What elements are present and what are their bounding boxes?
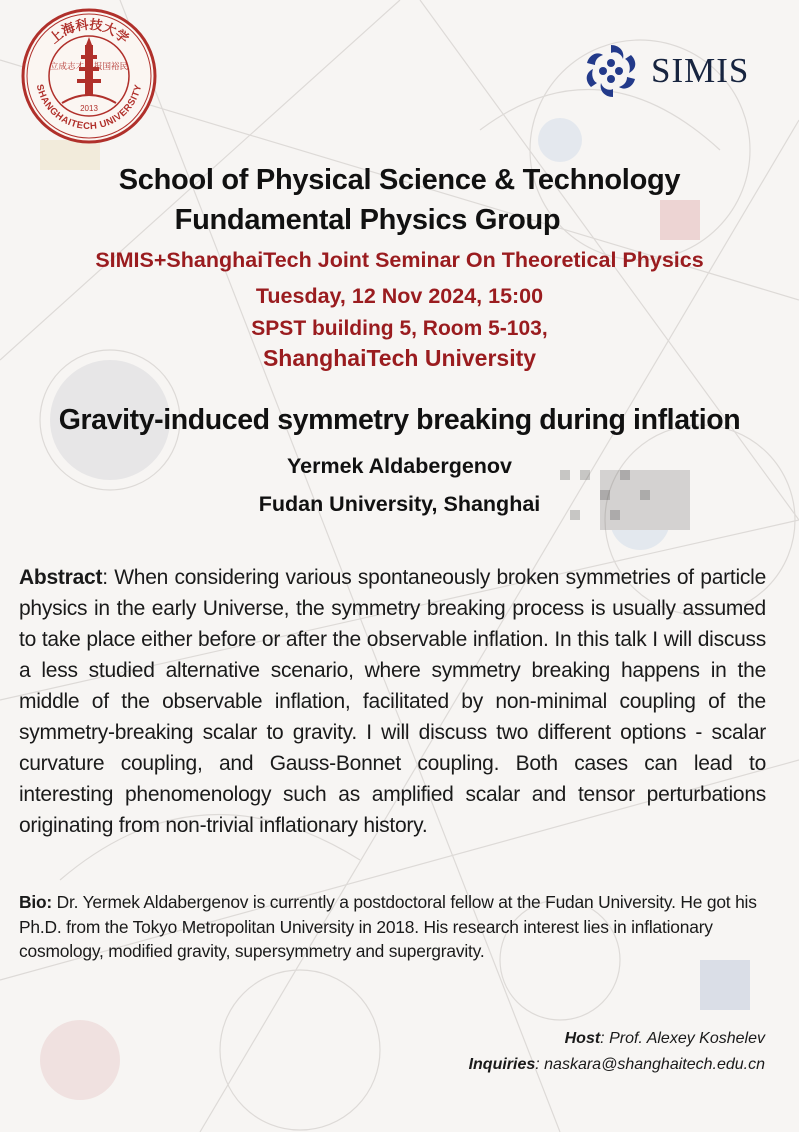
speaker-affiliation: Fudan University, Shanghai xyxy=(258,492,541,516)
talk-title: Gravity-induced symmetry breaking during inflation xyxy=(58,404,741,436)
bio-text: Dr. Yermek Aldabergenov is currently a postdoctoral fellow at the Fudan University. He got his Ph.D. from the Tokyo Metropolitan University in 2018. His research interest lies in inflationary cosmology, modified gravity, supersymmetry and supergravity. xyxy=(19,892,757,961)
inquiries-line xyxy=(469,1056,765,1074)
simis-swirl-icon xyxy=(579,39,643,103)
bio-paragraph xyxy=(19,890,779,964)
school-heading: School of Physical Science & Technology xyxy=(118,164,681,196)
bio-label: Bio: xyxy=(19,892,53,912)
abstract-text: : When considering various spontaneously broken symmetries of particle physics in the early Universe, the symmetry breaking process is usually assumed to take place either before or after the observable inflation. In this talk I will discuss a less studied alternative scenario, where symmetry breaking happens in the middle of the observable inflation, facilitated by non-minimal coupling of the symmetry-breaking scalar to gravity. I will discuss two different options - scalar curvature coupling, and Gauss-Bonnet coupling. Both cases can lead to interesting phenomenology such as amplified scalar and tensor perturbations originating from non-trivial inflationary history. xyxy=(19,566,766,837)
seal-motto-right: 报国裕民 xyxy=(93,62,129,72)
seal-motto-left: 立成志才 xyxy=(49,62,85,72)
seal-top-text: 上海科技大学 xyxy=(46,17,132,48)
group-heading xyxy=(0,204,799,237)
shanghaitech-seal-logo xyxy=(20,7,158,145)
seminar-venue: SPST building 5, Room 5-103, xyxy=(251,317,548,340)
host-value: : Prof. Alexey Koshelev xyxy=(600,1030,765,1047)
seminar-series: SIMIS+ShanghaiTech Joint Seminar On Theoretical Physics xyxy=(95,248,704,272)
speaker-name: Yermek Aldabergenov xyxy=(286,454,513,478)
abstract-paragraph xyxy=(19,562,766,841)
seal-year: 2013 xyxy=(80,104,98,113)
simis-logo xyxy=(579,38,774,104)
inquiries-email[interactable]: : naskara@shanghaitech.edu.cn xyxy=(535,1056,765,1073)
group-heading-text: Fundamental Physics Group xyxy=(174,204,561,236)
seal-bottom-text: SHANGHAITECH UNIVERSITY xyxy=(33,83,145,133)
simis-wordmark: SIMIS xyxy=(651,51,750,90)
inquiries-label: Inquiries xyxy=(468,1056,536,1073)
host-label: Host xyxy=(564,1030,601,1047)
host-line xyxy=(565,1030,765,1048)
abstract-label: Abstract xyxy=(19,566,103,589)
seminar-university: ShanghaiTech University xyxy=(262,345,537,371)
seminar-datetime: Tuesday, 12 Nov 2024, 15:00 xyxy=(255,284,544,308)
